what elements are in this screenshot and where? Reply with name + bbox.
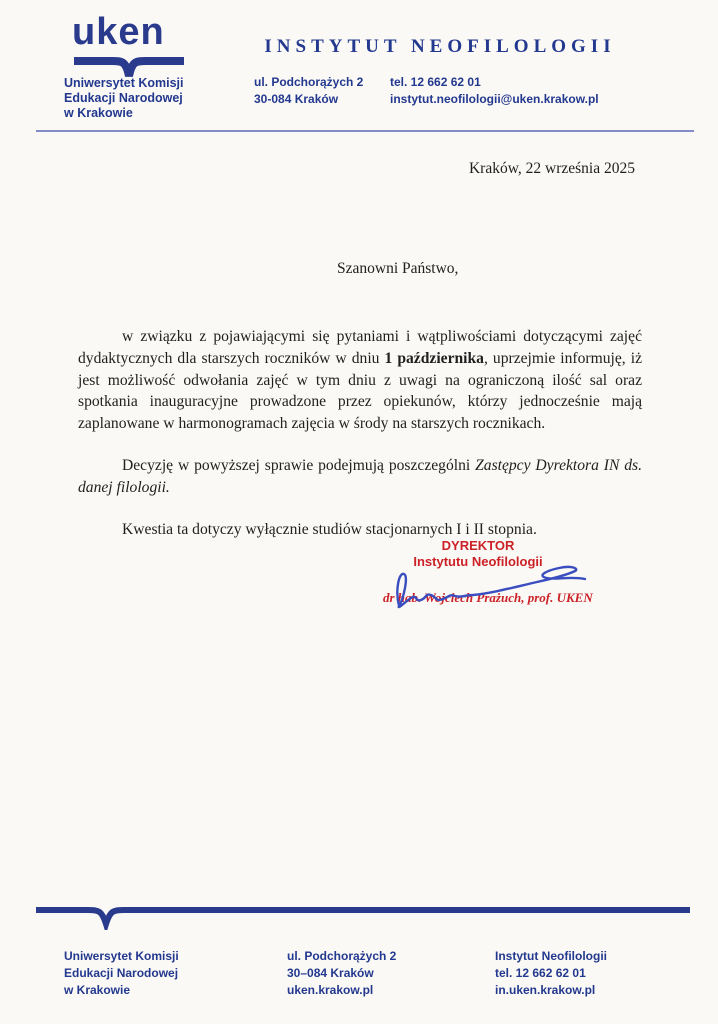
stamp-subtitle: Instytutu Neofilologii <box>413 554 543 569</box>
phone-number: tel. 12 662 62 01 <box>390 75 481 89</box>
signer-name: dr hab. Wojciech Prażuch, prof. UKEN <box>383 590 593 605</box>
address-city: 30-084 Kraków <box>254 92 339 106</box>
signature-block <box>383 538 593 606</box>
paragraph-2 <box>78 455 642 499</box>
paragraph-1-bold-date: 1 października <box>384 349 484 367</box>
header-divider-line <box>36 130 694 132</box>
footer-line: 30–084 Kraków <box>287 966 374 980</box>
paragraph-3: Kwestia ta dotyczy wyłącznie studiów stacjonarnych I i II stopnia. <box>122 520 537 538</box>
footer-line: in.uken.krakow.pl <box>495 983 596 997</box>
paragraph-2-italic-role: Zastępcy Dyrektora IN ds. danej filologii. <box>78 456 642 496</box>
header-contact <box>390 74 599 108</box>
footer-university <box>64 948 179 999</box>
institute-title: INSTYTUT NEOFILOLOGII <box>264 36 616 57</box>
university-name-line: Uniwersytet Komisji <box>64 76 184 90</box>
footer-line: Edukacji Narodowej <box>64 966 179 980</box>
paragraph-1-text: , uprzejmie informuję, iż jest możliwość odwołania zajęć w tym dniu z uwagi na ograniczoną ilość sal oraz spotkania inauguracyjne prowadzone przez opiekunów, którzy jednocześnie mają zaplanowane w harmonogramach zajęcia w środy na starszych rocznikach. <box>78 349 642 433</box>
footer-address <box>287 948 396 999</box>
university-name <box>64 76 183 121</box>
footer-rule-with-book-icon <box>0 900 718 930</box>
stamp-title: DYREKTOR <box>441 538 515 553</box>
paragraph-2-text: Decyzję w powyższej sprawie podejmują poszczególni <box>122 456 476 474</box>
footer-line: Uniwersytet Komisji <box>64 949 179 963</box>
uken-logo-wordmark: uken <box>72 11 165 53</box>
salutation: Szanowni Państwo, <box>337 260 459 277</box>
university-name-line: w Krakowie <box>64 106 133 120</box>
footer-line: Instytut Neofilologii <box>495 949 607 963</box>
header-address <box>254 74 363 108</box>
address-street: ul. Podchorążych 2 <box>254 75 364 89</box>
date-line: Kraków, 22 września 2025 <box>468 160 635 177</box>
footer-line: tel. 12 662 62 01 <box>495 966 586 980</box>
footer-line: w Krakowie <box>64 983 131 997</box>
email-address: instytut.neofilologii@uken.krakow.pl <box>390 92 599 106</box>
letter-body <box>78 326 642 540</box>
paragraph-1-text: w związku z pojawiającymi się pytaniami i wątpliwościami dotyczącymi zajęć dydaktycznych dla starszych roczników w dniu <box>78 328 642 367</box>
footer-line: ul. Podchorążych 2 <box>287 949 397 963</box>
paragraph-1 <box>78 326 642 435</box>
footer-line: uken.krakow.pl <box>287 983 374 997</box>
footer-institute <box>495 948 607 999</box>
university-name-line: Edukacji Narodowej <box>64 91 183 105</box>
